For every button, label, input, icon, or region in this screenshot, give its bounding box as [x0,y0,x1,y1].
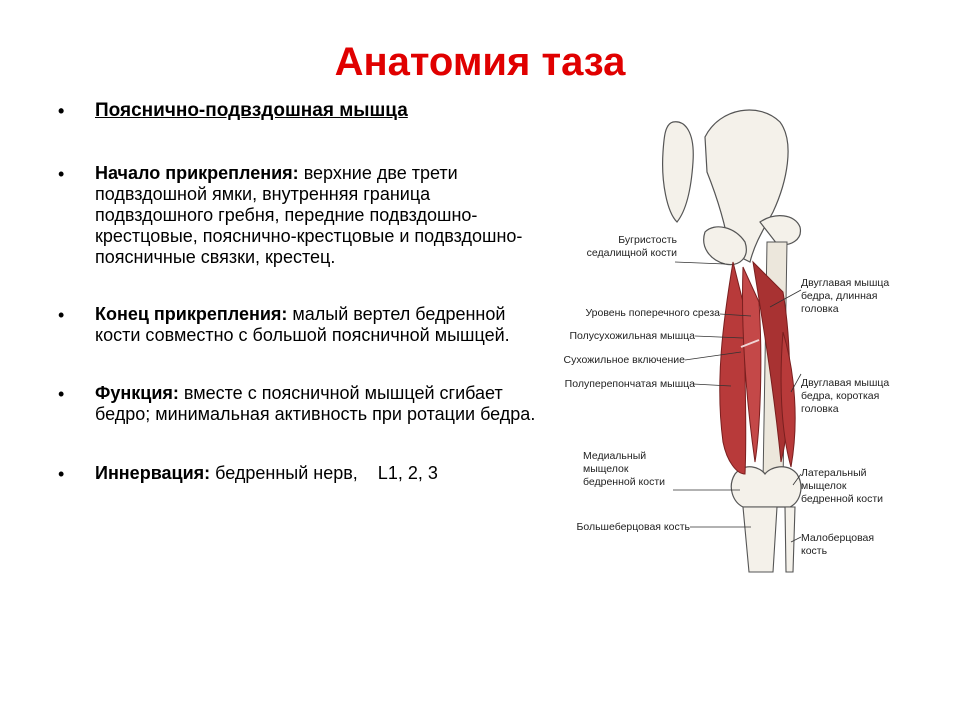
bullet-label: Конец прикрепления: [95,304,288,324]
bullet-text: вместе с поясничной мышцей сгибает бедро; минимальная активность при ротации бедра. [95,383,536,424]
bullet-text: верхние две трети подвздошной ямки, внутренняя граница подвздошного гребня, передние подвздошно-крестцовые, пояснично-крестцовые и подвздошно-поясничные связки, крестец. [95,163,523,267]
bullet-text: бедренный нерв, L1, 2, 3 [210,463,438,483]
figure-label: Двуглавая мышца бедра, длинная головка [801,277,890,315]
bullet-dot: • [58,305,65,325]
anatomy-figure [555,102,895,602]
bullet-heading: Пояснично-подвздошная мышца [95,100,408,121]
bullet-text: малый вертел бедренной кости совместно с большой поясничной мышцей. [95,304,510,345]
figure-label: Полусухожильная мышца [569,330,695,342]
bullet-label: Начало прикрепления: [95,163,299,183]
bullet-label: Функция: [95,383,179,403]
sacrum-shape [663,122,694,222]
bullet-innervation [58,463,538,484]
figure-label: Полуперепончатая мышца [564,378,695,390]
bullet-dot: • [58,101,65,121]
semimembranosus-shape [720,262,746,474]
figure-label: Сухожильное включение [563,354,685,366]
bullet-function [58,383,538,425]
bullet-dot: • [58,164,65,184]
figure-label: Двуглавая мышца бедра, короткая головка [801,377,890,415]
page-title: Анатомия таза [334,40,626,84]
figure-label: Уровень поперечного среза [585,307,720,319]
bullet-dot: • [58,464,65,484]
tibia-shape [743,507,777,572]
figure-label: Латеральный мыщелок бедренной кости [801,467,884,505]
bullet-list [58,96,538,484]
figure-label: Малоберцовая кость [801,532,875,557]
fibula-shape [785,507,795,572]
bullet-origin [58,163,538,268]
bullet-dot: • [58,384,65,404]
figure-label: Большеберцовая кость [576,521,690,533]
bullet-muscle-name [58,100,538,121]
figure-label: Бугристость седалищной кости [586,234,677,259]
figure-label: Медиальный мыщелок бедренной кости [583,450,666,488]
bullet-insertion [58,304,538,346]
femur-head-shape [760,216,800,245]
bullet-label: Иннервация: [95,463,211,483]
